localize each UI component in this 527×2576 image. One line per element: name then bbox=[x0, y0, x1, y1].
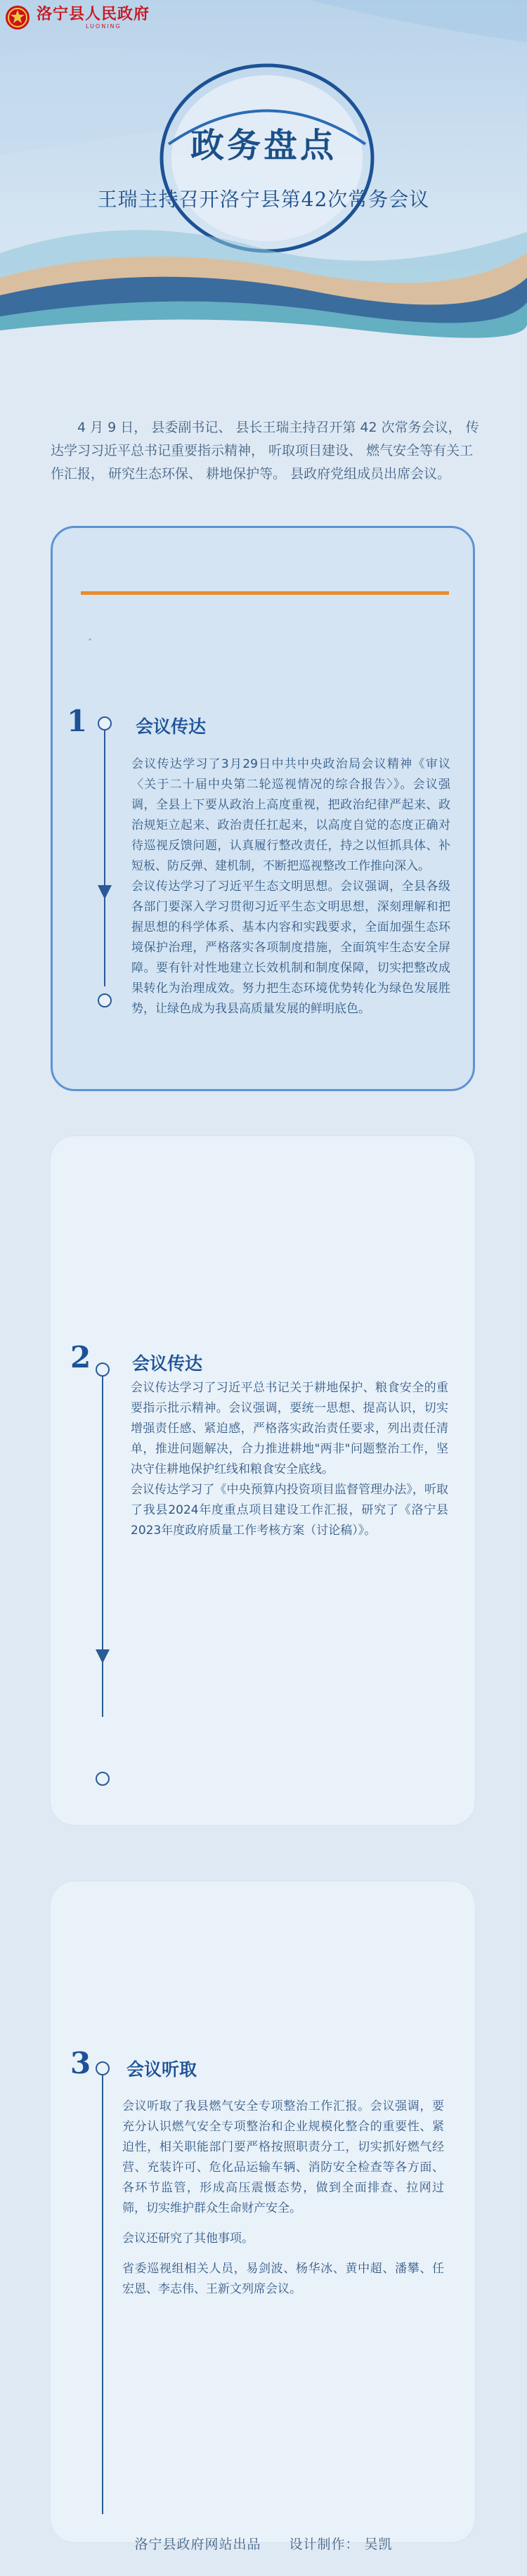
orange-divider bbox=[81, 591, 449, 595]
section-number: 3 bbox=[70, 2046, 91, 2080]
timeline-node bbox=[98, 993, 112, 1007]
timeline-node bbox=[96, 1772, 110, 1786]
footer-credits: 洛宁县政府网站出品 设计制作： 吴凯 bbox=[134, 2537, 393, 2552]
section-paragraph: 会议传达学习了《中央预算内投资项目监督管理办法》，听取了我县2024年度重点项目建设工作汇报，研究了《洛宁县2023年度政府质量工作考核方案（讨论稿）》。 bbox=[131, 1483, 448, 1538]
page-title: 政务盘点 bbox=[190, 126, 337, 165]
section-paragraph: 省委巡视组相关人员，易剑波、杨华冰、黄中超、潘攀、任宏恩、李志伟、王新文列席会议。 bbox=[122, 2262, 444, 2296]
section-paragraph: 会议传达学习了习近平生态文明思想。会议强调，全县各级各部门要深入学习贯彻习近平生态文明思想，深刻理解和把握思想的科学体系、基本内容和实践要求，全面加强生态环境保护治理，严格落实各项制度措施，全面筑牢生态安全屏障。要有针对性地建立长效机制和制度保障，切实把整改成果转化为治理成效。努力把生态环境优势转化为绿色发展胜势，让绿色成为我县高质量发展的鲜明底色。 bbox=[131, 880, 450, 1016]
section-number: 1 bbox=[67, 704, 88, 738]
header-banner bbox=[0, 0, 527, 352]
site-logo[interactable] bbox=[4, 4, 150, 31]
section-paragraph: 会议传达学习了习近平总书记关于耕地保护、粮食安全的重要指示批示精神。会议强调，要统一思想、提高认识，切实增强责任感、紧迫感，严格落实政治责任要求，列出责任清单，推进问题解决，合力推进耕地"两非"问题整治工作，坚决守住耕地保护红线和粮食安全底线。 bbox=[131, 1381, 448, 1476]
national-emblem-icon bbox=[4, 4, 31, 31]
timeline-arrow-icon bbox=[98, 885, 112, 899]
intro-paragraph: 4 月 9 日， 县委副书记、 县长王瑞主持召开第 42 次常务会议， 传达学习习近平总书记重要指示精神， 听取项目建设、 燃气安全等有关工作汇报， 研究生态环保、 耕地保护等。 县政府党组成员出席会议。 bbox=[51, 420, 479, 482]
section-paragraph: 会议传达学习了3月29日中共中央政治局会议精神《审议〈关于二十届中央第二轮巡视情况的综合报告〉》。会议强调，全县上下要从政治上高度重视，把政治纪律严起来、政治规矩立起来、政治责任扛起来，以高度自觉的态度正确对待巡视反馈问题，认真履行整改责任，持之以恒抓具体、补短板、防反弹、建机制，不断把巡视整改工作推向深入。 bbox=[131, 757, 450, 873]
section-title: 会议听取 bbox=[126, 2059, 197, 2080]
timeline-line bbox=[102, 1365, 103, 1717]
logo-subtitle: LUONING bbox=[86, 22, 122, 30]
section-title: 会议传达 bbox=[132, 1353, 203, 1374]
section-paragraph: 会议还研究了其他事项。 bbox=[122, 2232, 254, 2246]
section-paragraph: 会议听取了我县燃气安全专项整治工作汇报。会议强调，要充分认识燃气安全专项整治和企业规模化整合的重要性、紧迫性，相关职能部门要严格按照职责分工，切实抓好燃气经营、充装许可、危化品运输车辆、消防安全检查等各方面、各环节监管，形成高压震慑态势，做到全面排查、拉网过筛，切实维护群众生命财产安全。 bbox=[122, 2099, 444, 2215]
timeline-node bbox=[96, 1363, 110, 1377]
logo-title: 洛宁县人民政府 bbox=[37, 5, 150, 23]
timeline-node bbox=[98, 716, 112, 730]
section-card-2 bbox=[51, 1136, 475, 1825]
section-card-3 bbox=[51, 1881, 475, 2542]
timeline-line bbox=[104, 719, 105, 986]
section-card-1 bbox=[51, 526, 475, 1091]
page-subtitle: 王瑞主持召开洛宁县第42次常务会议 bbox=[97, 188, 430, 211]
section-number: 2 bbox=[70, 1340, 91, 1374]
section-body bbox=[122, 2097, 444, 2300]
banner-waves-decoration bbox=[0, 0, 527, 352]
section-body bbox=[131, 1378, 448, 1541]
section-body bbox=[131, 754, 450, 1019]
timeline-line bbox=[102, 2064, 103, 2514]
timeline-arrow-icon bbox=[96, 1649, 110, 1663]
decorative-dot: • bbox=[88, 636, 92, 644]
timeline-node bbox=[96, 2061, 110, 2075]
section-title: 会议传达 bbox=[136, 716, 207, 737]
